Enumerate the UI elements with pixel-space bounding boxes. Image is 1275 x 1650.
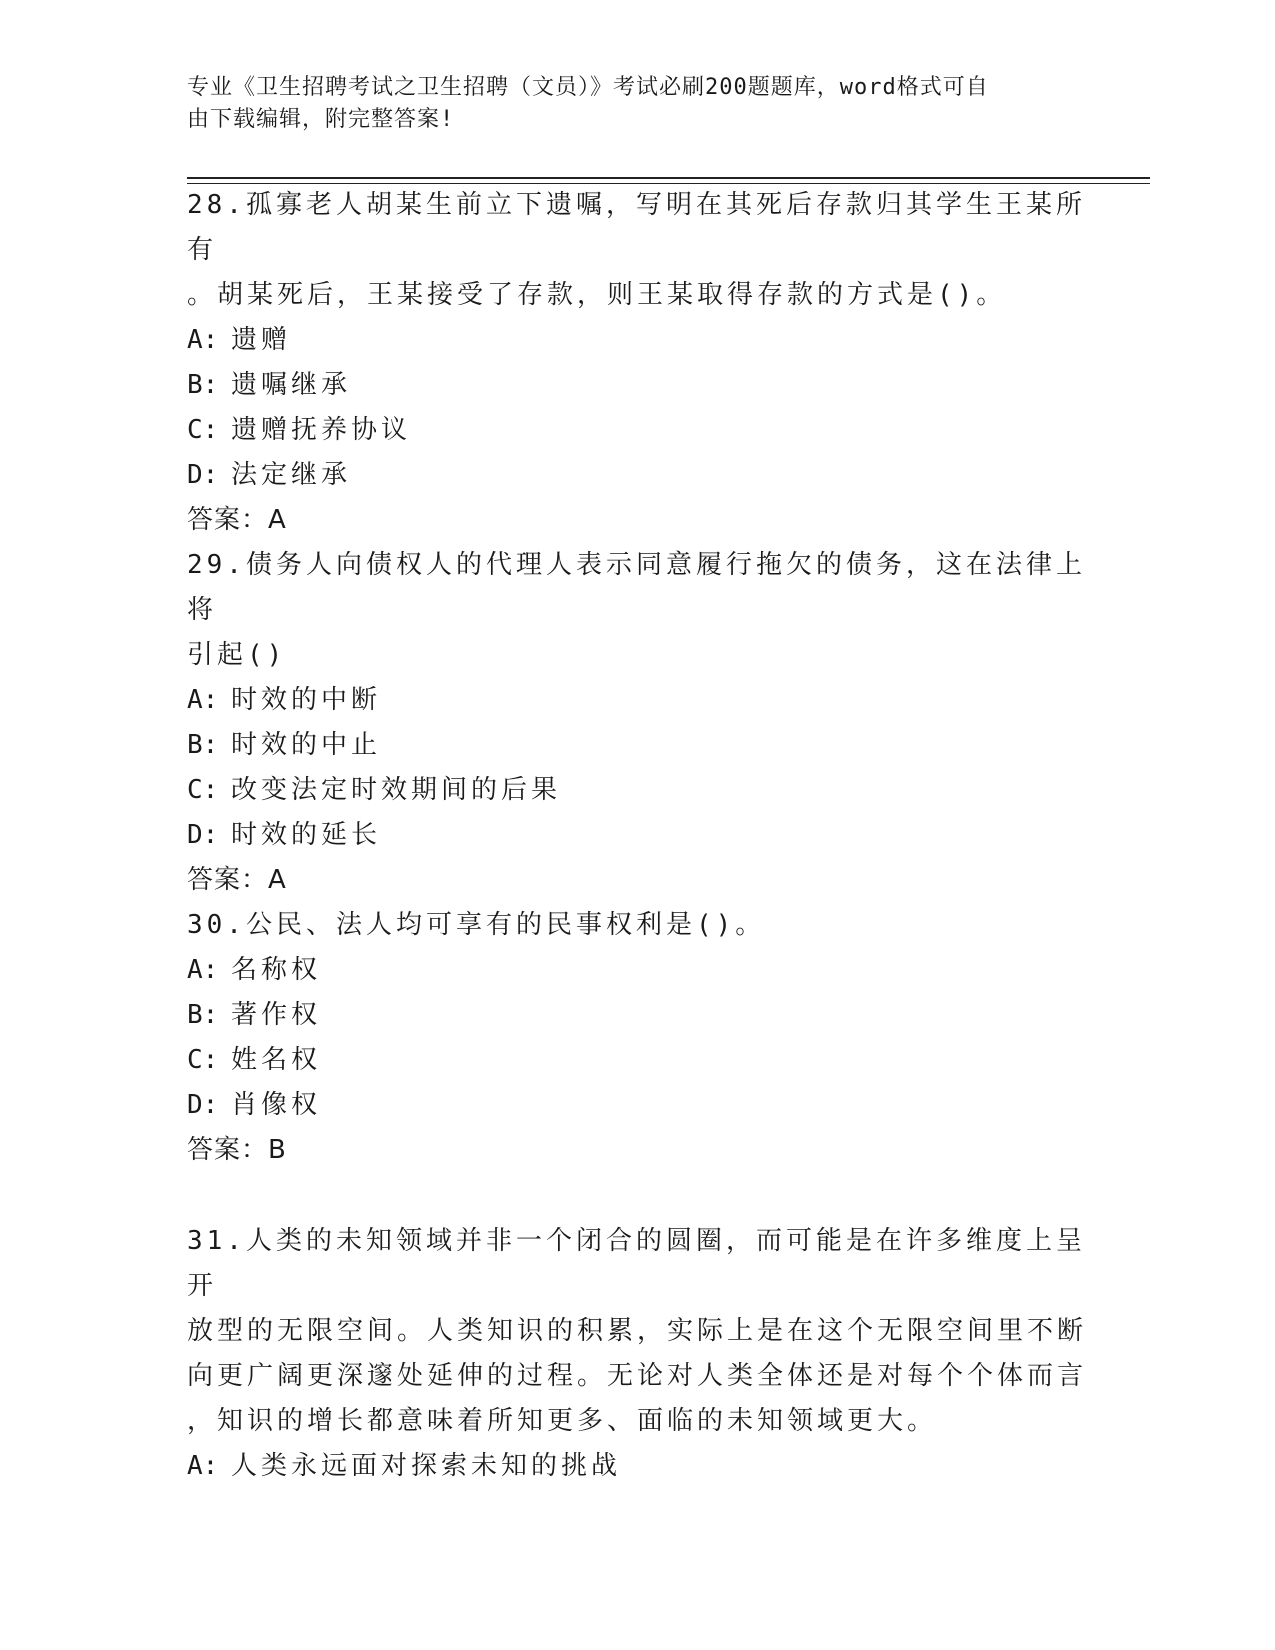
option-key: B: [187,730,219,760]
question-stem-line: 引起() [187,640,287,670]
option-a [187,1444,1087,1489]
option-c [187,768,1087,813]
option-text: 名称权 [231,955,322,985]
option-text: 著作权 [231,1000,322,1030]
question-28 [187,183,1087,543]
question-stem-line: 向更广阔更深邃处延伸的过程。无论对人类全体还是对每个个体而言 [187,1361,1088,1391]
option-d [187,1083,1087,1128]
header-divider-thick [187,177,1150,179]
option-c [187,1038,1087,1083]
option-key: A: [187,325,219,355]
option-a [187,318,1087,363]
option-a [187,678,1087,723]
option-key: D: [187,820,219,850]
header-line-1: 专业《卫生招聘考试之卫生招聘（文员）》考试必刷200题题库，word格式可自 [187,75,989,100]
option-key: A: [187,1451,219,1481]
option-b [187,993,1087,1038]
answer-line: 答案：A [187,865,287,895]
option-key: C: [187,775,219,805]
option-text: 时效的延长 [231,820,382,850]
answer-line: 答案：A [187,505,287,535]
question-30 [187,903,1087,1173]
question-stem-line: 放型的无限空间。人类知识的积累，实际上是在这个无限空间里不断 [187,1316,1088,1346]
option-key: C: [187,1045,219,1075]
question-stem-line: 31.人类的未知领域并非一个闭合的圆圈，而可能是在许多维度上呈开 [187,1226,1086,1301]
question-stem-line: ，知识的增长都意味着所知更多、面临的未知领域更大。 [187,1406,938,1436]
option-text: 改变法定时效期间的后果 [231,775,562,805]
option-text: 时效的中止 [231,730,382,760]
question-29 [187,543,1087,903]
option-text: 时效的中断 [231,685,382,715]
option-key: A: [187,955,219,985]
option-text: 肖像权 [231,1090,322,1120]
document-header [187,72,1067,136]
question-stem-line: 29.债务人向债权人的代理人表示同意履行拖欠的债务，这在法律上将 [187,550,1086,625]
option-b [187,723,1087,768]
option-text: 姓名权 [231,1045,322,1075]
question-stem-line: 28.孤寡老人胡某生前立下遗嘱，写明在其死后存款归其学生王某所有 [187,190,1086,265]
option-key: B: [187,370,219,400]
option-text: 法定继承 [231,460,352,490]
header-line-2: 由下载编辑，附完整答案! [187,107,455,132]
option-d [187,453,1087,498]
option-b [187,363,1087,408]
option-text: 遗嘱继承 [231,370,352,400]
option-text: 遗赠 [231,325,292,355]
option-key: C: [187,415,219,445]
option-key: B: [187,1000,219,1030]
option-text: 遗赠抚养协议 [231,415,412,445]
question-31 [187,1219,1087,1489]
option-d [187,813,1087,858]
option-key: A: [187,685,219,715]
question-stem-line: 30.公民、法人均可享有的民事权利是()。 [187,910,766,940]
option-text: 人类永远面对探索未知的挑战 [231,1451,622,1481]
option-key: D: [187,1090,219,1120]
option-c [187,408,1087,453]
answer-line: 答案：B [187,1135,287,1165]
option-a [187,948,1087,993]
option-key: D: [187,460,219,490]
question-stem-line: 。胡某死后，王某接受了存款，则王某取得存款的方式是()。 [187,280,1007,310]
